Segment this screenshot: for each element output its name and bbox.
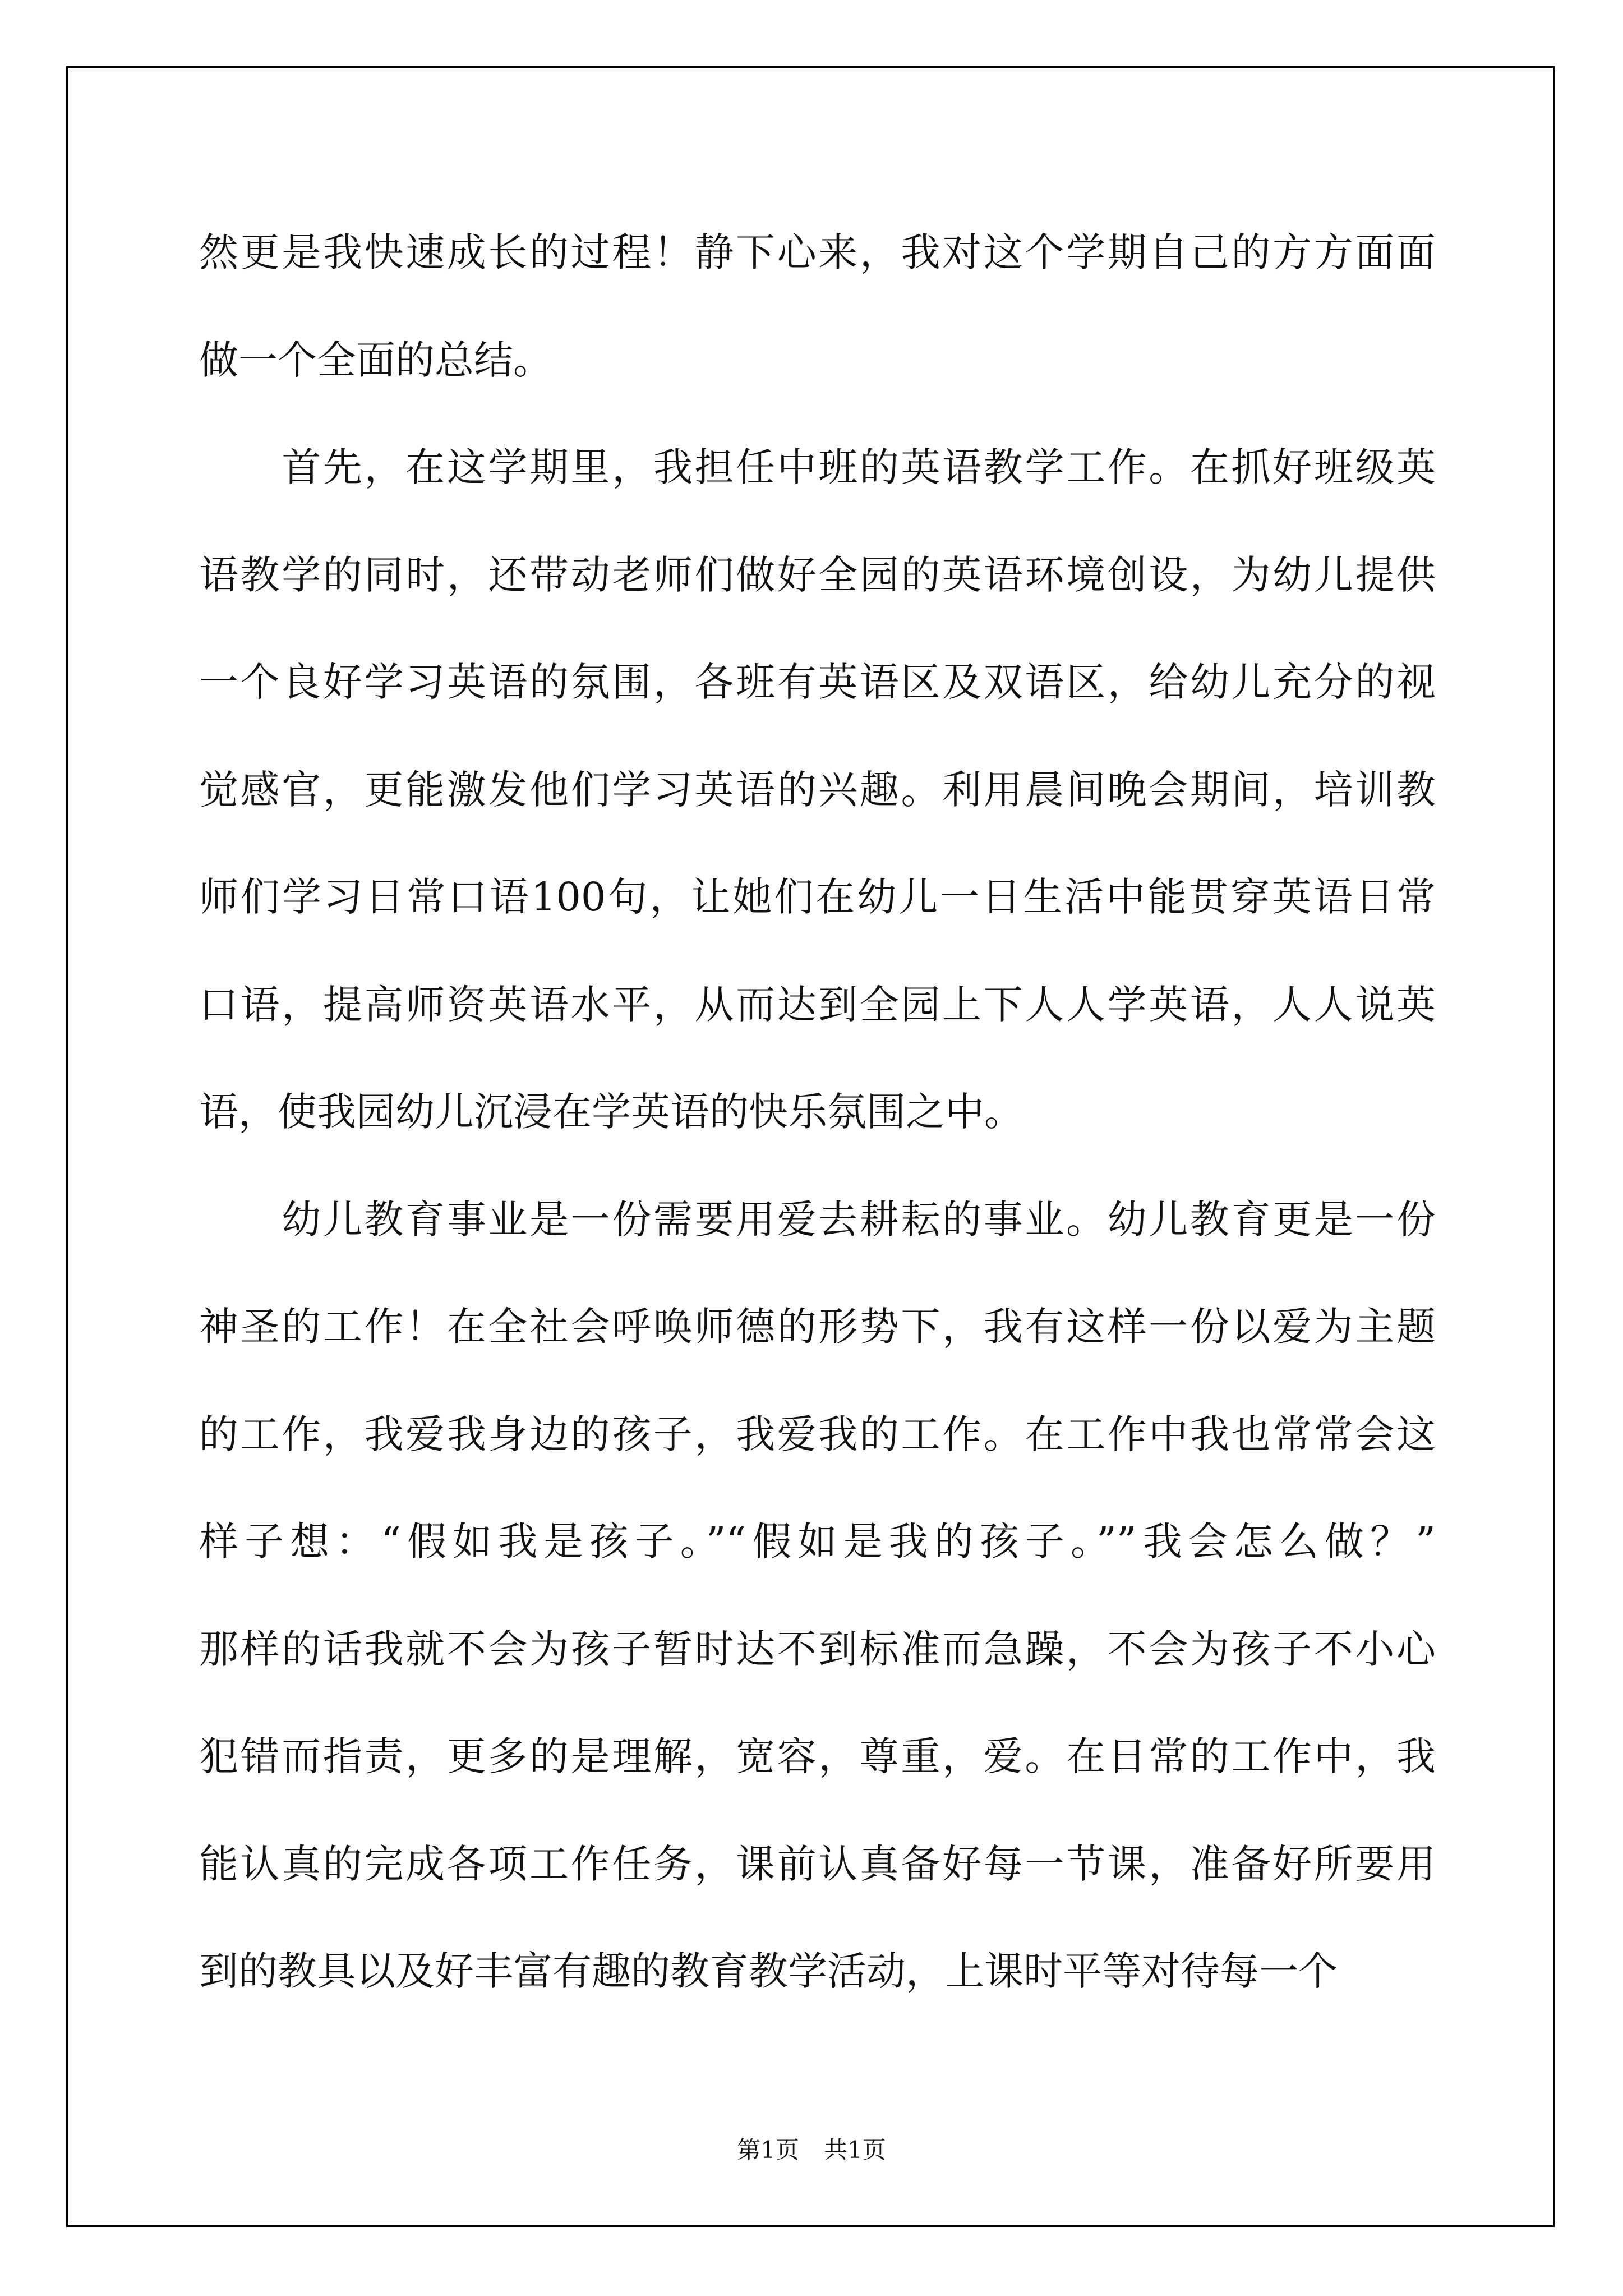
text-line: 能认真的完成各项工作任务，课前认真备好每一节课，准备好所要用 bbox=[199, 1841, 1436, 1887]
text-line: 一个良好学习英语的氛围，各班有英语区及双语区，给幼儿充分的视 bbox=[199, 659, 1436, 705]
text-line: 然更是我快速成长的过程！静下心来，我对这个学期自己的方方面面 bbox=[199, 229, 1436, 275]
text-line: 做一个全面的总结。 bbox=[199, 337, 552, 383]
text-line: 的工作，我爱我身边的孩子，我爱我的工作。在工作中我也常常会这 bbox=[199, 1411, 1436, 1457]
page-number: 第1页 bbox=[737, 2136, 799, 2164]
text-line: 幼儿教育事业是一份需要用爱去耕耘的事业。幼儿教育更是一份 bbox=[199, 1196, 1436, 1243]
page-total: 共1页 bbox=[824, 2136, 886, 2164]
text-line: 犯错而指责，更多的是理解，宽容，尊重，爱。在日常的工作中，我 bbox=[199, 1733, 1436, 1779]
text-line: 觉感官，更能激发他们学习英语的兴趣。利用晨间晚会期间，培训教 bbox=[199, 766, 1436, 813]
text-line: 首先，在这学期里，我担任中班的英语教学工作。在抓好班级英 bbox=[199, 444, 1436, 490]
page-footer bbox=[0, 2132, 1623, 2165]
document-body bbox=[199, 199, 1436, 2026]
text-line: 神圣的工作！在全社会呼唤师德的形势下，我有这样一份以爱为主题 bbox=[199, 1304, 1436, 1350]
text-line: 样子想：“假如我是孩子。”“假如是我的孩子。””我会怎么做？” bbox=[199, 1519, 1436, 1565]
text-line: 师们学习日常口语100句，让她们在幼儿一日生活中能贯穿英语日常 bbox=[199, 874, 1436, 920]
text-line: 那样的话我就不会为孩子暂时达不到标准而急躁，不会为孩子不小心 bbox=[199, 1626, 1436, 1672]
text-line: 语教学的同时，还带动老师们做好全园的英语环境创设，为幼儿提供 bbox=[199, 551, 1436, 598]
text-line: 口语，提高师资英语水平，从而达到全园上下人人学英语，人人说英 bbox=[199, 981, 1436, 1028]
text-line: 到的教具以及好丰富有趣的教育教学活动，上课时平等对待每一个 bbox=[199, 1948, 1338, 1994]
text-line: 语，使我园幼儿沉浸在学英语的快乐氛围之中。 bbox=[199, 1089, 1023, 1135]
